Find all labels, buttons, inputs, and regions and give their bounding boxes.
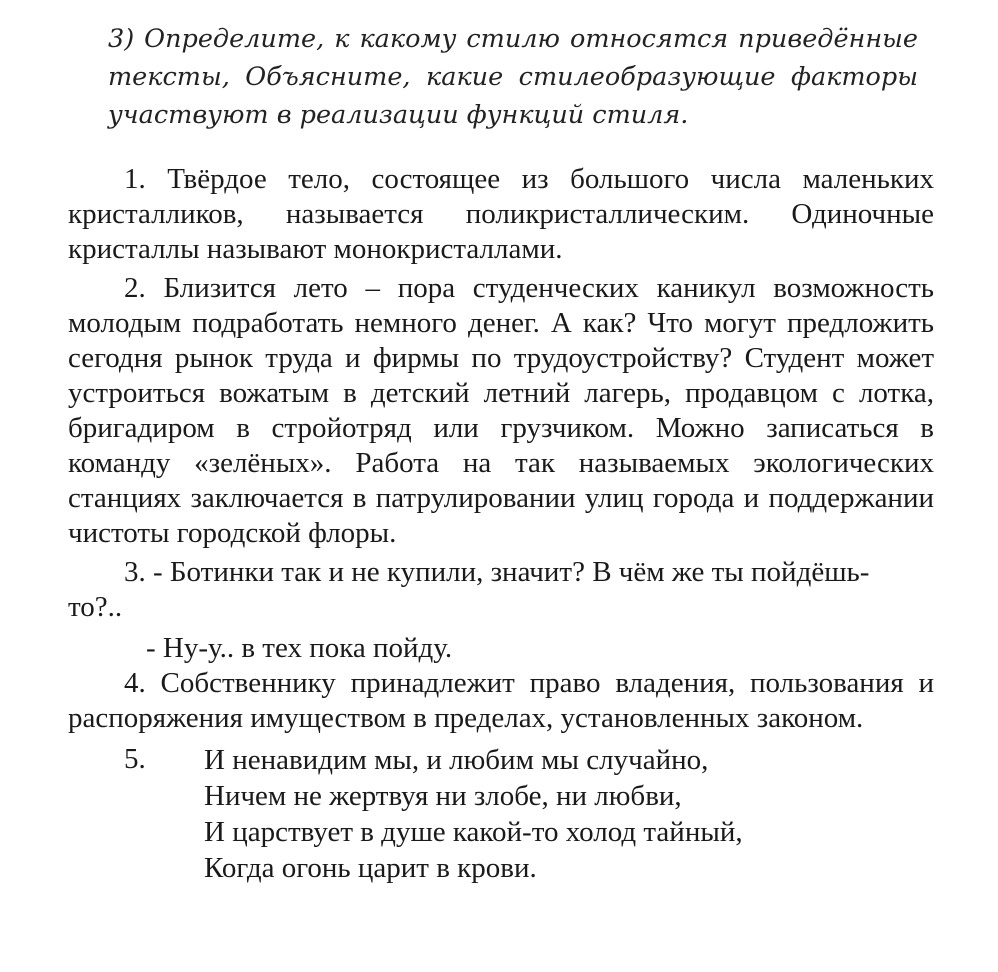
text-3-line-1-continuation: то?.. — [68, 591, 123, 623]
text-3-dialog-line-1 — [68, 555, 934, 625]
text-5-poem — [68, 742, 934, 886]
text-5-number: 5. — [124, 743, 146, 775]
text-1-paragraph: 1. Твёрдое тело, состоящее из большого числа маленьких кристалликов, называется поликристаллическим. Одиночные кристаллы называют монокристаллами. — [68, 163, 934, 265]
poem-line-4: Когда огонь царит в крови. — [204, 852, 537, 884]
text-3-line-1: 3. - Ботинки так и не купили, значит? В чём же ты пойдёшь- — [124, 556, 870, 588]
texts-body — [68, 162, 934, 886]
poem-line-1: И ненавидим мы, и любим мы случайно, — [204, 744, 709, 776]
text-2-paragraph: 2. Близится лето – пора студенческих каникул возможность молодым подработать немного денег. А как? Что могут предложить сегодня рынок труда и фирмы по трудоустройству? Студент может устроиться вожатым в детский летний лагерь, продавцом с лотка, бригадиром в стройотряд или грузчиком. Можно записаться в команду «зелёных». Работа на так называемых экологических станциях заключается в патрулировании улиц города и поддержании чистоты городской флоры. — [68, 272, 934, 549]
text-3-dialog-line-2: - Ну-у.. в тех пока пойду. — [146, 632, 453, 664]
poem-line-3: И царствует в душе какой-то холод тайный, — [204, 816, 743, 848]
poem-line-2: Ничем не жертвуя ни злобе, ни любви, — [204, 780, 682, 812]
text-5-poem-lines — [204, 742, 934, 886]
task-instruction: 3) Определите, к какому стилю относятся приведённые тексты, Объясните, какие стилеобразующие факторы участвуют в реализации функций стиля. — [108, 24, 918, 130]
text-4-paragraph: 4. Собственнику принадлежит право владения, пользования и распоряжения имуществом в пределах, установленных законом. — [68, 667, 934, 734]
